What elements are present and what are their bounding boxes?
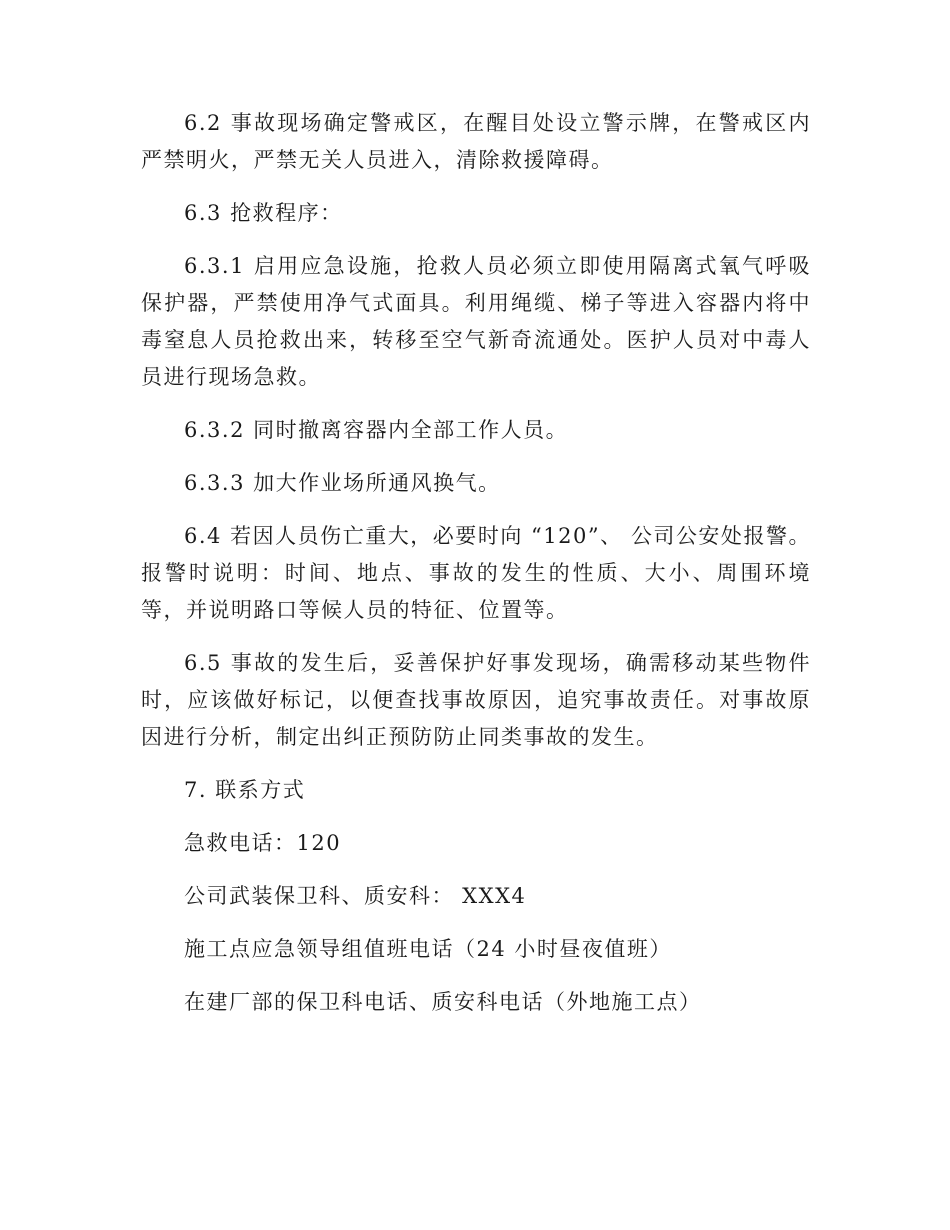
- paragraph-6-3: 6.3 抢救程序：: [184, 201, 343, 225]
- paragraph-6-2: 6.2 事故现场确定警戒区，在醒目处设立警示牌，在警戒区内严禁明火，严禁无关人员进入，清除救援障碍。: [141, 111, 811, 172]
- paragraph-6-3-3: 6.3.3 加大作业场所通风换气。: [184, 471, 501, 495]
- contact-field-site: 在建厂部的保卫科电话、质安科电话（外地施工点）: [184, 990, 702, 1014]
- section-heading-contact: 7. 联系方式: [184, 778, 306, 802]
- contact-emergency-phone: 急救电话：120: [184, 831, 342, 855]
- document-body: [141, 105, 811, 1021]
- contact-duty-phone: 施工点应急领导组值班电话（24 小时昼夜值班）: [184, 937, 672, 961]
- paragraph-6-3-2: 6.3.2 同时撤离容器内全部工作人员。: [184, 418, 569, 442]
- paragraph-6-4: 6.4 若因人员伤亡重大，必要时向 “120”、 公司公安处报警。报警时说明：时间、地点、事故的发生的性质、大小、周围环境等，并说明路口等候人员的特征、位置等。: [141, 524, 811, 622]
- contact-security-office: 公司武装保卫科、质安科： XXX4: [184, 884, 527, 908]
- paragraph-6-3-1: 6.3.1 启用应急设施，抢救人员必须立即使用隔离式氧气呼吸保护器，严禁使用净气式面具。利用绳缆、梯子等进入容器内将中毒窒息人员抢救出来，转移至空气新奇流通处。医护人员对中毒人员进行现场急救。: [141, 254, 811, 389]
- paragraph-6-5: 6.5 事故的发生后，妥善保护好事发现场，确需移动某些物件时，应该做好标记，以便查找事故原因，追究事故责任。对事故原因进行分析，制定出纠正预防防止同类事故的发生。: [141, 651, 811, 749]
